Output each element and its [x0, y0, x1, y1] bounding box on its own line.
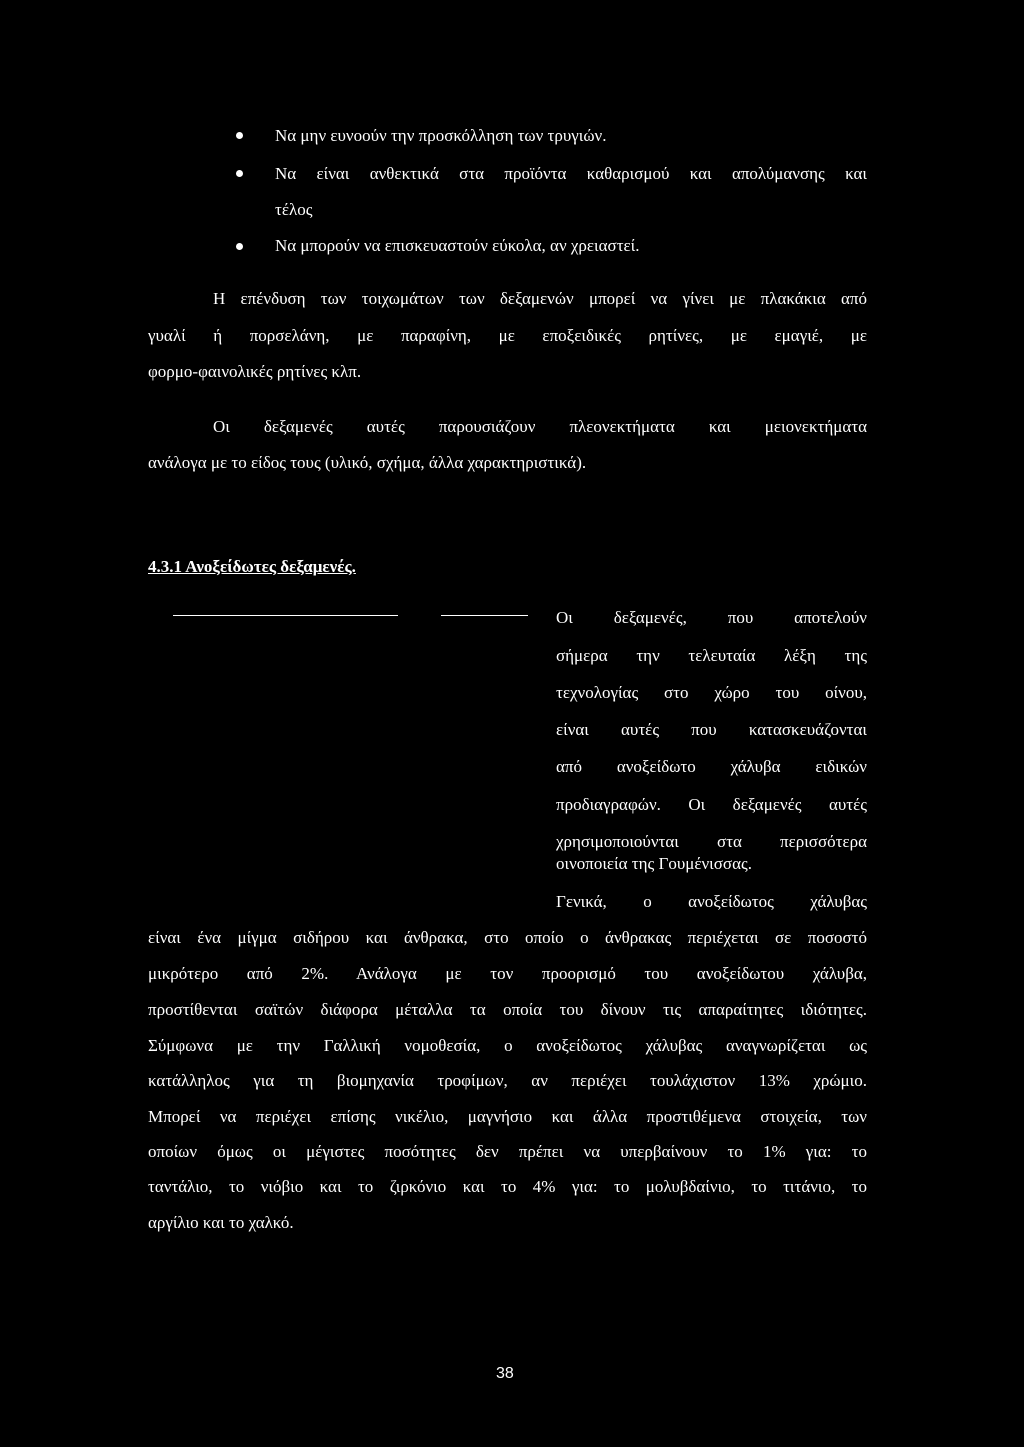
- body-line: είναι ένα μίγμα σιδήρου και άνθρακα, στο οποίο ο άνθρακας περιέχεται σε ποσοστό: [148, 928, 867, 947]
- right-column-line: προδιαγραφών. Οι δεξαμενές αυτές: [556, 795, 867, 814]
- paragraph-2-line-1: Οι δεξαμενές αυτές παρουσιάζουν πλεονεκτήματα και μειονεκτήματα: [213, 417, 867, 436]
- right-column-line: Οι δεξαμενές, που αποτελούν: [556, 608, 867, 627]
- body-text: [148, 1037, 867, 1054]
- paragraph-2: [213, 418, 867, 435]
- right-column-line: τεχνολογίας στο χώρο του οίνου,: [556, 683, 867, 702]
- bullet-dot: [236, 243, 243, 250]
- paragraph-1: [148, 327, 867, 344]
- body-line: ταντάλιο, το νιόβιο και το ζιρκόνιο και το 4% για: το μολυβδαίνιο, το τιτάνιο, το: [148, 1177, 867, 1196]
- right-column-text: [556, 893, 867, 910]
- image-placeholder-rule-left: [173, 615, 398, 616]
- right-column-text: [556, 609, 867, 850]
- body-line: μικρότερο από 2%. Ανάλογα με τον προορισμό του ανοξείδωτου χάλυβα,: [148, 964, 867, 983]
- body-line: κατάλληλος για τη βιομηχανία τροφίμων, αν περιέχει τουλάχιστον 13% χρώμιο.: [148, 1071, 867, 1090]
- right-column-line: χρησιμοποιούνται στα περισσότερα: [556, 832, 867, 851]
- paragraph-1-line-1: Η επένδυση των τοιχωμάτων των δεξαμενών μπορεί να γίνει με πλακάκια από: [213, 289, 867, 308]
- right-column-line: σήμερα την τελευταία λέξη της: [556, 646, 867, 665]
- body-text: [148, 1072, 867, 1089]
- paragraph-1-line-3: φορμο-φαινολικές ρητίνες κλπ.: [148, 362, 362, 381]
- body-line: Σύμφωνα με την Γαλλική νομοθεσία, ο ανοξείδωτος χάλυβας αναγνωρίζεται ως: [148, 1036, 867, 1055]
- paragraph-1-line-2: γυαλί ή πορσελάνη, με παραφίνη, με εποξειδικές ρητίνες, με εμαγιέ, με: [148, 326, 867, 345]
- bullet-item-2-line-1: Να είναι ανθεκτικά στα προϊόντα καθαρισμού και απολύμανσης και: [275, 164, 867, 183]
- bullet-dot: [236, 170, 243, 177]
- body-text: [148, 929, 867, 946]
- bullet-item-2: [275, 165, 867, 182]
- right-column-line: Γενικά, ο ανοξείδωτος χάλυβας: [556, 892, 867, 911]
- bullet-item-3: Να μπορούν να επισκευαστούν εύκολα, αν χρειαστεί.: [275, 236, 640, 255]
- body-text: [148, 1001, 867, 1018]
- body-text: [148, 965, 867, 982]
- body-line: οποίων όμως οι μέγιστες ποσότητες δεν πρέπει να υπερβαίνουν το 1% για: το: [148, 1142, 867, 1161]
- body-text: [148, 1178, 867, 1195]
- right-column-line: οινοποιεία της Γουμένισσας.: [556, 854, 752, 873]
- right-column-line: από ανοξείδωτο χάλυβα ειδικών: [556, 757, 867, 776]
- body-text: [148, 1108, 867, 1125]
- bullet-dot: [236, 132, 243, 139]
- body-line: Μπορεί να περιέχει επίσης νικέλιο, μαγνήσιο και άλλα προστιθέμενα στοιχεία, των: [148, 1107, 867, 1126]
- section-heading: 4.3.1 Ανοξείδωτες δεξαμενές.: [148, 557, 356, 576]
- body-line: προστίθενται σαϊτών διάφορα μέταλλα τα οποία του δίνουν τις απαραίτητες ιδιότητες.: [148, 1000, 867, 1019]
- right-column-line: είναι αυτές που κατασκευάζονται: [556, 720, 867, 739]
- paragraph-1: [213, 290, 867, 307]
- bullet-item-2-line-2: τέλος: [275, 200, 313, 219]
- body-line: αργίλιο και το χαλκό.: [148, 1213, 294, 1232]
- paragraph-2-line-2: ανάλογα με το είδος τους (υλικό, σχήμα, άλλα χαρακτηριστικά).: [148, 453, 587, 472]
- body-text: [148, 1143, 867, 1160]
- image-placeholder-rule-right: [441, 615, 528, 616]
- bullet-item-1: Να μην ευνοούν την προσκόλληση των τρυγιών.: [275, 126, 607, 145]
- page-number: 38: [496, 1365, 514, 1382]
